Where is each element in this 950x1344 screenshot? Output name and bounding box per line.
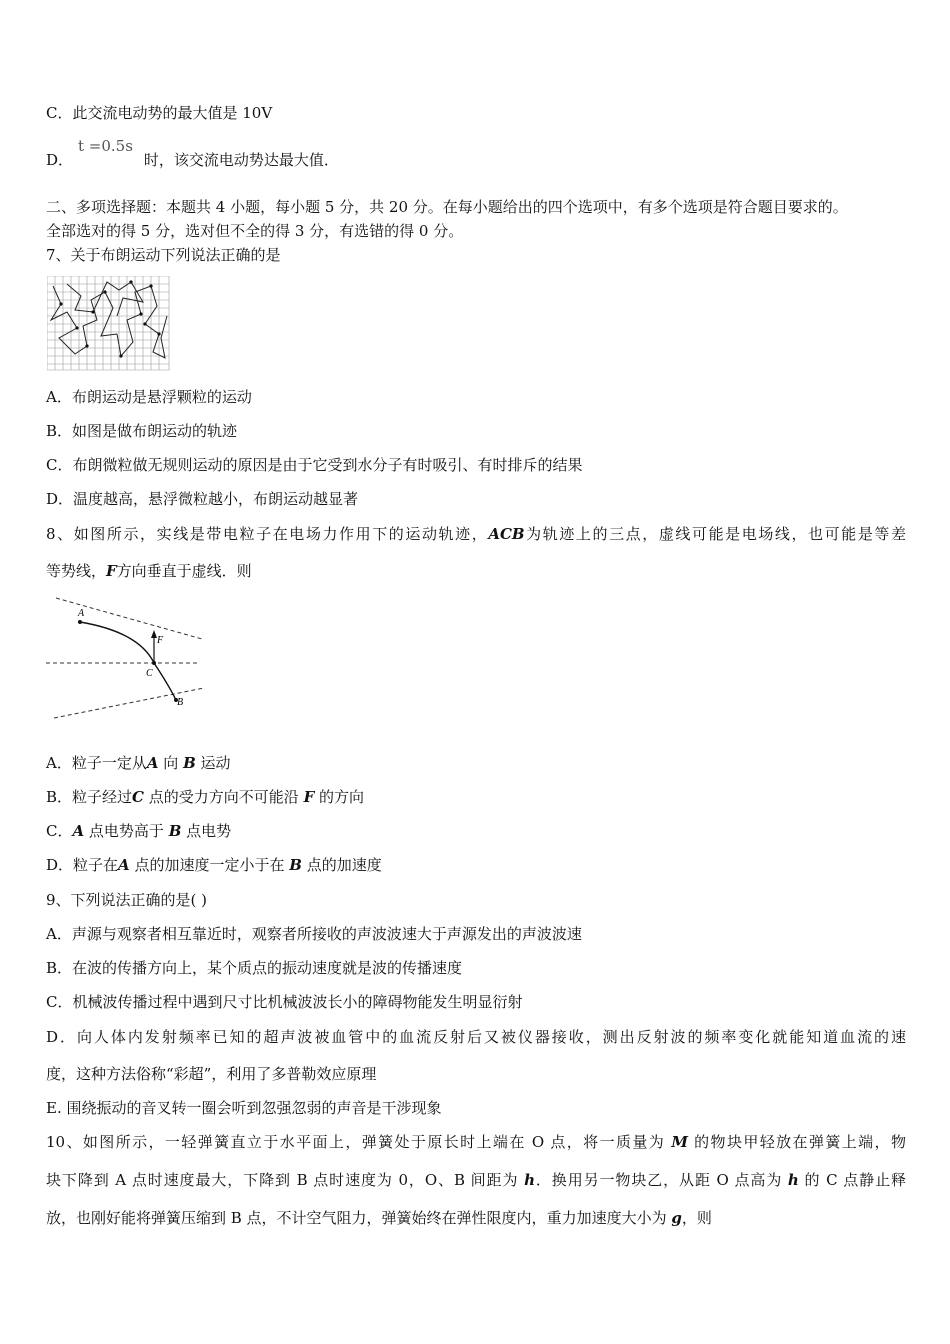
- section2-title-line2: 全部选对的得 5 分，选对但不全的得 3 分，有选错的得 0 分。: [46, 222, 464, 240]
- q9-option-a: A．声源与观察者相互靠近时，观察者所接收的声波波速大于声源发出的声波波速: [46, 925, 582, 943]
- q9-option-d-line1: D．向人体内发射频率已知的超声波被血管中的血流反射后又被仪器接收，测出反射波的频率变化就能知道血流的速: [46, 1028, 906, 1046]
- q8-stem-line1: 8、如图所示，实线是带电粒子在电场力作用下的运动轨迹，ACB为轨迹上的三点，虚线可能是电场线，也可能是等差: [46, 525, 906, 543]
- q10-stem-line1: 10、如图所示，一轻弹簧直立于水平面上，弹簧处于原长时上端在 O 点，将一质量为 M 的物块甲轻放在弹簧上端，物: [46, 1133, 906, 1151]
- q7-option-c: C．布朗微粒做无规则运动的原因是由于它受到水分子有时吸引、有时排斥的结果: [46, 456, 583, 474]
- q6-option-d-label: D．: [46, 151, 74, 169]
- q7-option-a: A．布朗运动是悬浮颗粒的运动: [46, 388, 252, 406]
- label-b: B: [177, 697, 184, 708]
- point-c-dot: [152, 661, 156, 665]
- q9-option-c: C．机械波传播过程中遇到尺寸比机械波波长小的障碍物能发生明显衍射: [46, 993, 523, 1011]
- q7-stem: 7、关于布朗运动下列说法正确的是: [46, 246, 281, 264]
- q9-option-d-line2: 度，这种方法俗称“彩超”，利用了多普勒效应原理: [46, 1065, 377, 1083]
- brownian-motion-figure: [47, 276, 171, 371]
- q6-option-d-text: 时，该交流电动势达最大值．: [143, 151, 339, 169]
- trajectory-curve: [80, 622, 176, 700]
- q8-option-a: A．粒子一定从A 向 B 运动: [46, 754, 231, 772]
- q6-d-formula: t =0.5s: [78, 137, 133, 155]
- q7-option-d: D．温度越高，悬浮微粒越小，布朗运动越显著: [46, 490, 359, 508]
- label-c: C: [146, 668, 153, 679]
- q9-option-e: E. 围绕振动的音叉转一圈会听到忽强忽弱的声音是干涉现象: [46, 1099, 442, 1117]
- q6-option-c: C．此交流电动势的最大值是 10V: [46, 104, 273, 122]
- q8-option-c: C．A 点电势高于 B 点电势: [46, 822, 232, 840]
- label-f: F: [157, 635, 164, 646]
- point-a-dot: [78, 620, 82, 624]
- label-a: A: [78, 608, 85, 619]
- q8-option-b: B．粒子经过C 点的受力方向不可能沿 F 的方向: [46, 788, 365, 806]
- q9-option-b: B．在波的传播方向上，某个质点的振动速度就是波的传播速度: [46, 959, 463, 977]
- q8-stem-line2: 等势线，F方向垂直于虚线．则: [46, 562, 252, 580]
- q10-stem-line2: 块下降到 A 点时速度最大，下降到 B 点时速度为 0，O、B 间距为 h．换用另一物块乙，从距 O 点高为 h 的 C 点静止释: [46, 1171, 906, 1189]
- q7-option-b: B．如图是做布朗运动的轨迹: [46, 422, 238, 440]
- electric-field-figure: [44, 592, 206, 724]
- q8-option-d: D．粒子在A 点的加速度一定小于在 B 点的加速度: [46, 856, 382, 874]
- section2-title-line1: 二、多项选择题：本题共 4 小题，每小题 5 分，共 20 分。在每小题给出的四个选项中，有多个选项是符合题目要求的。: [46, 198, 848, 216]
- q9-stem: 9、下列说法正确的是( ): [46, 891, 208, 909]
- q10-stem-line3: 放，也刚好能将弹簧压缩到 B 点，不计空气阻力，弹簧始终在弹性限度内，重力加速度大小为 g，则: [46, 1209, 712, 1227]
